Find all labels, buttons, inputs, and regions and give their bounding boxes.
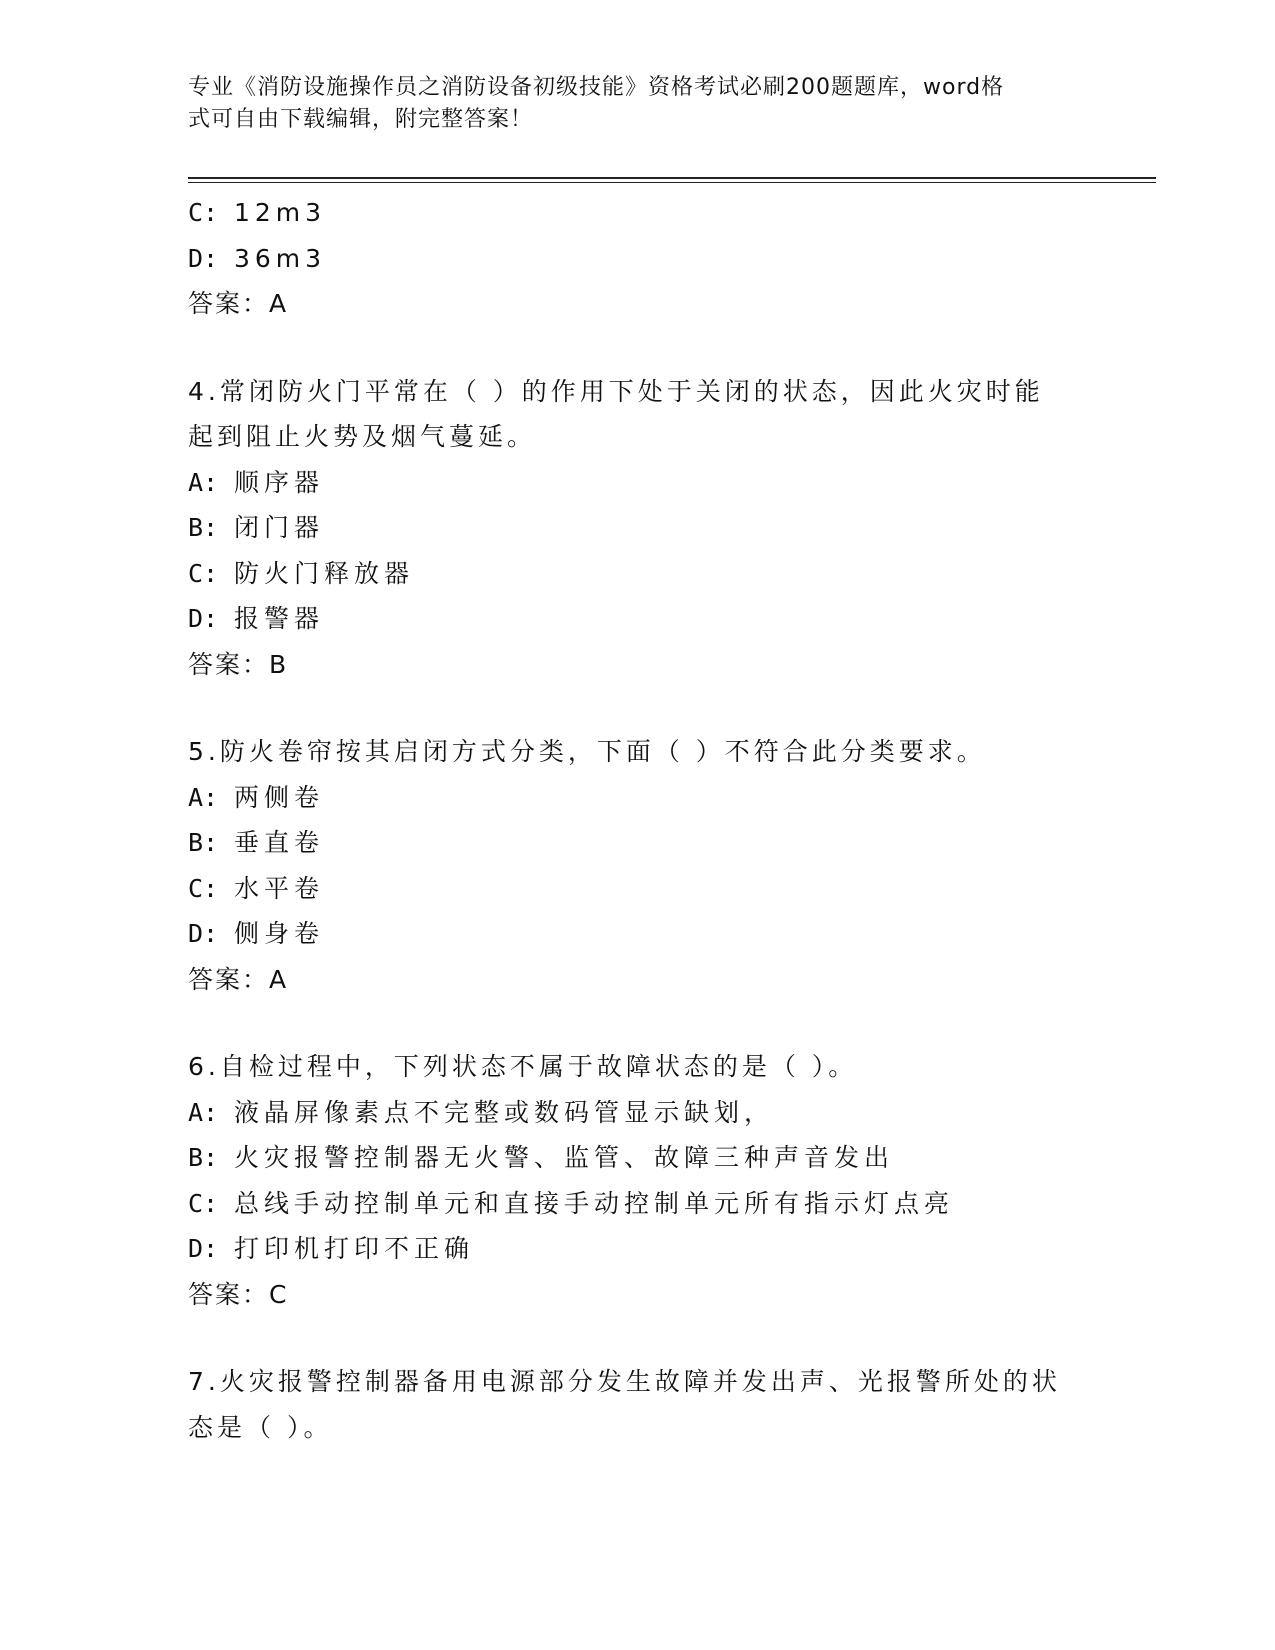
question-3-continuation	[188, 190, 1088, 327]
option-label: C:	[188, 873, 219, 903]
answer-label: 答案：	[188, 964, 270, 994]
option-text: 总线手动控制单元和直接手动控制单元所有指示灯点亮	[234, 1188, 955, 1218]
answer-line	[188, 642, 1088, 688]
option-text: 12m3	[234, 198, 327, 227]
question-stem-line-1: 4.常闭防火门平常在（ ）的作用下处于关闭的状态，因此火灾时能	[188, 376, 1044, 406]
question-stem-line-1: 7.火灾报警控制器备用电源部分发生故障并发出声、光报警所处的状	[188, 1367, 1061, 1396]
answer-line	[188, 281, 1088, 327]
header-line-2: 式可自由下载编辑，附完整答案！	[188, 107, 534, 132]
option-b	[188, 1135, 1088, 1181]
option-text: 36m3	[234, 243, 327, 273]
header-divider-thin	[188, 182, 1156, 183]
option-d	[188, 236, 1088, 282]
option-label: D:	[188, 243, 219, 273]
answer-value: A	[269, 289, 287, 318]
question-stem-line-1: 5.防火卷帘按其启闭方式分类，下面（ ）不符合此分类要求。	[188, 737, 986, 766]
option-text: 垂直卷	[234, 828, 325, 857]
header-line-1: 专业《消防设施操作员之消防设备初级技能》资格考试必刷200题题库，word格	[188, 75, 1005, 100]
option-text: 两侧卷	[234, 782, 325, 812]
question-4	[188, 369, 1088, 688]
option-text: 侧身卷	[234, 919, 325, 948]
document-header	[188, 72, 1068, 136]
option-c	[188, 866, 1088, 912]
option-label: B:	[188, 513, 219, 542]
option-label: D:	[188, 604, 219, 633]
option-c	[188, 190, 1088, 236]
option-text: 报警器	[234, 604, 325, 633]
option-label: D:	[188, 1234, 219, 1263]
option-b	[188, 820, 1088, 866]
answer-label: 答案：	[188, 1279, 270, 1309]
option-label: C:	[188, 198, 219, 227]
option-text: 打印机打印不正确	[234, 1234, 475, 1263]
option-c	[188, 551, 1088, 597]
option-a	[188, 775, 1088, 821]
option-d	[188, 911, 1088, 957]
option-text: 防火门释放器	[234, 558, 415, 588]
option-text: 液晶屏像素点不完整或数码管显示缺划，	[234, 1097, 775, 1127]
question-list	[188, 190, 1088, 1450]
question-stem-line-1: 6.自检过程中，下列状态不属于故障状态的是（ ）。	[188, 1052, 858, 1081]
question-6	[188, 1044, 1088, 1317]
option-label: B:	[188, 1143, 219, 1172]
option-label: D:	[188, 919, 219, 948]
question-7	[188, 1359, 1088, 1450]
option-text: 闭门器	[234, 513, 325, 542]
option-d	[188, 596, 1088, 642]
question-stem-line-2: 态是（ ）。	[188, 1412, 333, 1442]
header-divider-thick	[188, 177, 1156, 179]
option-label: C:	[188, 1188, 219, 1218]
option-c	[188, 1181, 1088, 1227]
answer-value: B	[269, 649, 287, 679]
answer-label: 答案：	[188, 649, 270, 679]
question-5	[188, 729, 1088, 1002]
option-label: A:	[188, 782, 219, 812]
option-label: A:	[188, 467, 219, 497]
answer-line	[188, 1272, 1088, 1318]
option-b	[188, 505, 1088, 551]
option-a	[188, 460, 1088, 506]
option-label: B:	[188, 828, 219, 857]
option-d	[188, 1226, 1088, 1272]
answer-value: C	[269, 1279, 287, 1309]
option-label: A:	[188, 1097, 219, 1127]
option-text: 火灾报警控制器无火警、监管、故障三种声音发出	[234, 1143, 895, 1172]
answer-label: 答案：	[188, 289, 270, 318]
answer-value: A	[269, 964, 287, 994]
option-text: 顺序器	[234, 467, 325, 497]
question-stem-line-2: 起到阻止火势及烟气蔓延。	[188, 422, 537, 451]
option-label: C:	[188, 558, 219, 588]
answer-line	[188, 957, 1088, 1003]
option-text: 水平卷	[234, 873, 325, 903]
option-a	[188, 1090, 1088, 1136]
